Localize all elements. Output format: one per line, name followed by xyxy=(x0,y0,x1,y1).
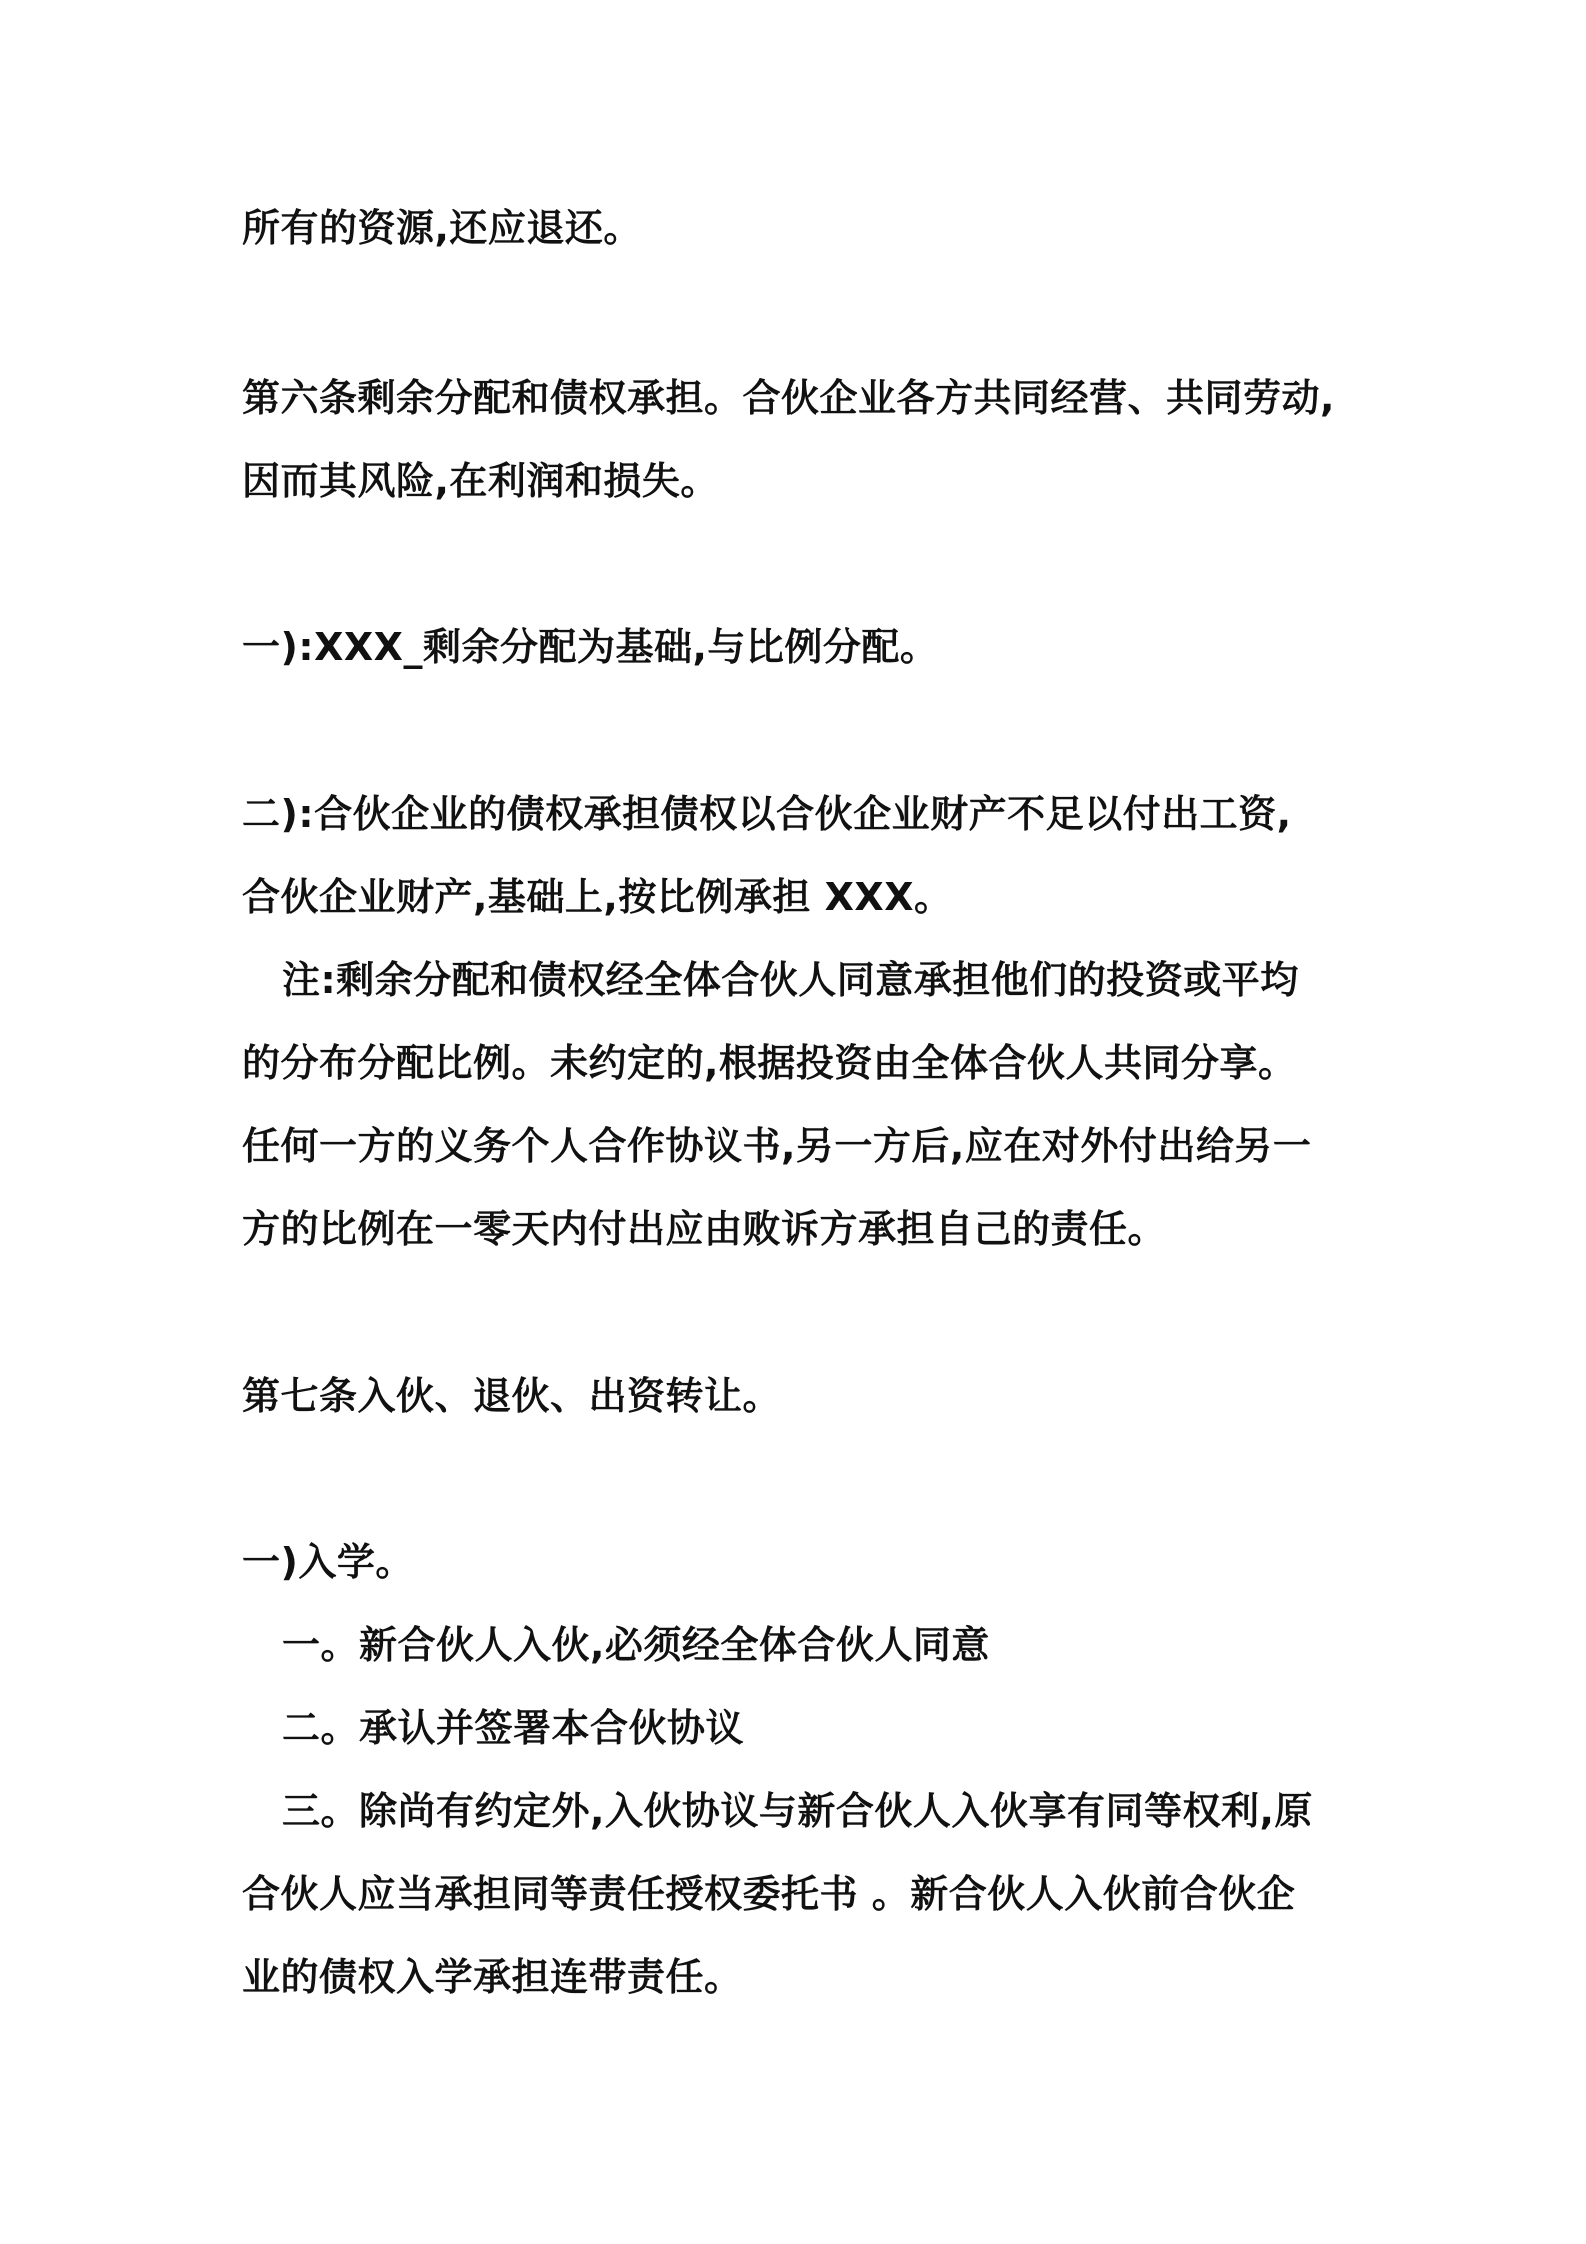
note-text: 注:剩余分配和债权经全体合伙人同意承担他们的投资或平均 xyxy=(282,958,1299,1002)
text-line-16: 合伙人应当承担同等责任授权委托书 。新合伙人入伙前合伙企 xyxy=(242,1872,1296,1916)
text-line-10: 方的比例在一零天内付出应由败诉方承担自己的责任。 xyxy=(242,1207,1167,1251)
article-six-heading: 第六条剩余分配和债权承担。合伙企业各方共同经营、共同劳动, xyxy=(242,376,1335,420)
list-item-3: 三。除尚有约定外,入伙协议与新合伙人入伙享有同等权利,原 xyxy=(282,1789,1313,1833)
text-line-17: 业的债权入学承担连带责任。 xyxy=(242,1955,743,1999)
text-line-8: 的分布分配比例。未约定的,根据投资由全体合伙人共同分享。 xyxy=(242,1041,1297,1085)
text-line-6: 合伙企业财产,基础上,按比例承担 XXX。 xyxy=(242,875,953,919)
article-seven-heading: 第七条入伙、退伙、出资转让。 xyxy=(242,1374,782,1418)
list-item-2: 二。承认并签署本合伙协议 xyxy=(282,1706,745,1750)
text-line-9: 任何一方的义务个人合作协议书,另一方后,应在对外付出给另一 xyxy=(242,1124,1312,1168)
text-line-1: 所有的资源,还应退还。 xyxy=(242,206,642,250)
clause-two-text: 二):合伙企业的债权承担债权以合伙企业财产不足以付出工资, xyxy=(242,792,1292,836)
subsection-one-heading: 一)入学。 xyxy=(242,1540,414,1584)
list-item-1: 一。新合伙人入伙,必须经全体合伙人同意 xyxy=(282,1623,990,1667)
text-line-3: 因而其风险,在利润和损失。 xyxy=(242,459,719,503)
clause-one-text: 一):XXX_剩余分配为基础,与比例分配。 xyxy=(242,625,939,669)
